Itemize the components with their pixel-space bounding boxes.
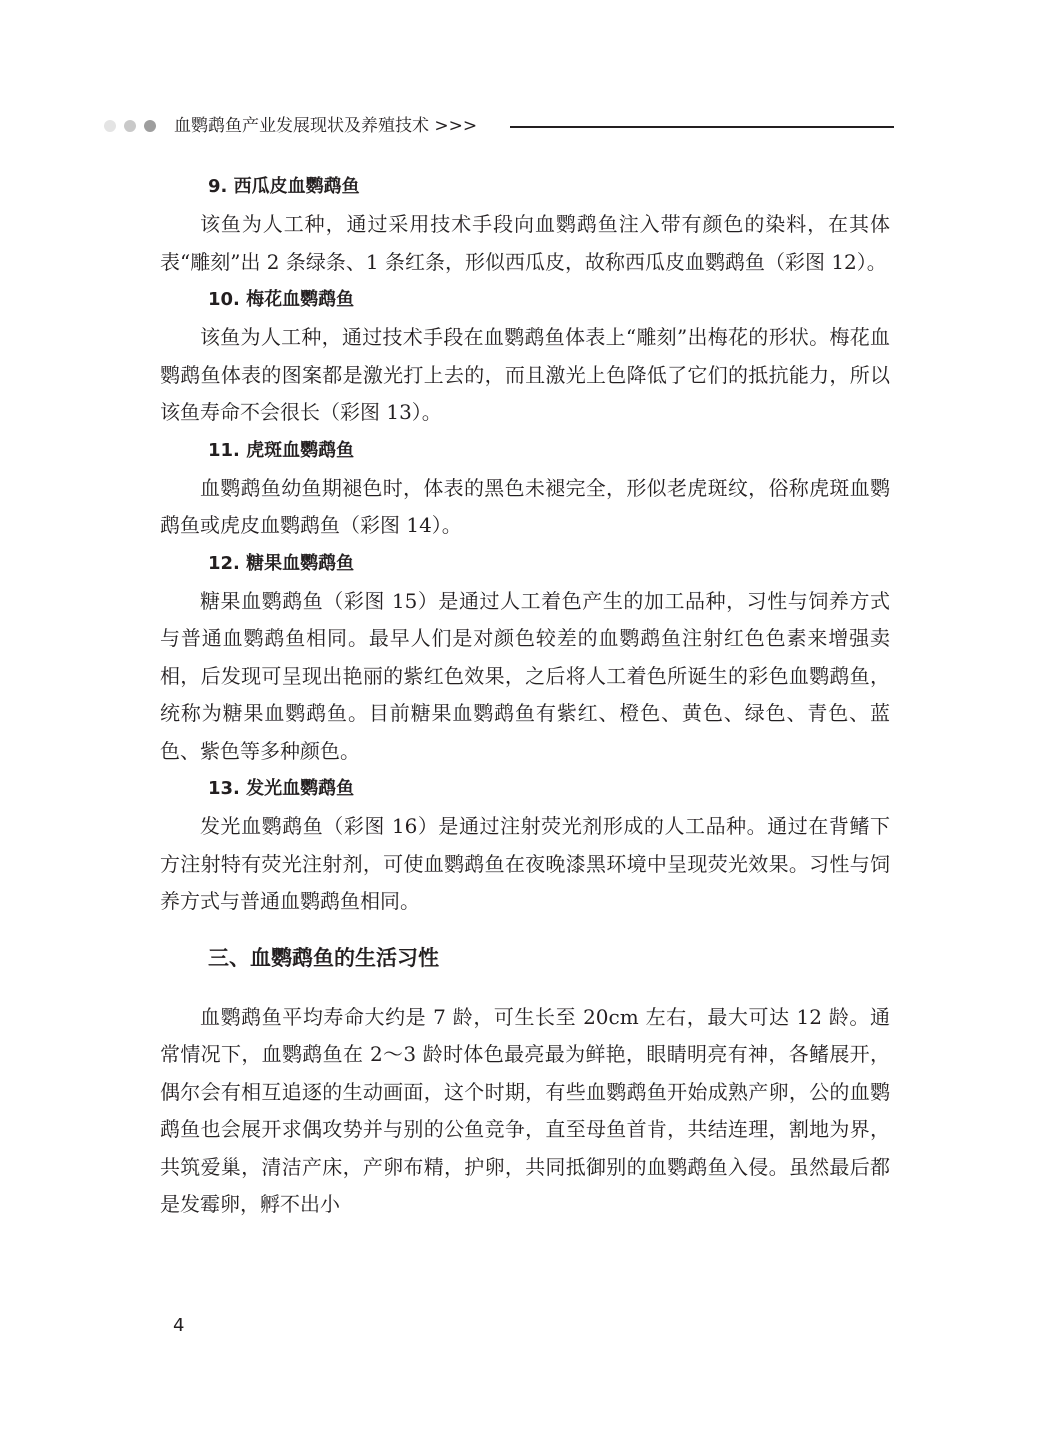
header-dot-medium-icon [124, 120, 136, 132]
subsection-body-11: 血鹦鹉鱼幼鱼期褪色时，体表的黑色未褪完全，形似老虎斑纹，俗称虎斑血鹦鹉鱼或虎皮血鹦鹉鱼（彩图 14）。 [160, 475, 890, 537]
header-title: 血鹦鹉鱼产业发展现状及养殖技术 >>> [174, 116, 478, 136]
subsection-body-13: 发光血鹦鹉鱼（彩图 16）是通过注射荧光剂形成的人工品种。通过在背鳍下方注射特有荧光注射剂，可使血鹦鹉鱼在夜晚漆黑环境中呈现荧光效果。习性与饲养方式与普通血鹦鹉鱼相同。 [160, 814, 890, 913]
subsection-body-10: 该鱼为人工种，通过技术手段在血鹦鹉鱼体表上“雕刻”出梅花的形状。梅花血鹦鹉鱼体表的图案都是激光打上去的，而且激光上色降低了它们的抵抗能力，所以该鱼寿命不会很长（彩图 13）。 [160, 325, 890, 424]
subsection-heading-13: 13. 发光血鹦鹉鱼 [208, 778, 355, 799]
subsection-heading-10: 10. 梅花血鹦鹉鱼 [208, 289, 355, 310]
subsection-heading-12: 12. 糖果血鹦鹉鱼 [208, 552, 355, 574]
subsection-body-12: 糖果血鹦鹉鱼（彩图 15）是通过人工着色产生的加工品种，习性与饲养方式与普通血鹦鹉鱼相同。最早人们是对颜色较差的血鹦鹉鱼注射红色色素来增强卖相，后发现可呈现出艳丽的紫红色效果，之后将人工着色所诞生的彩色血鹦鹉鱼，统称为糖果血鹦鹉鱼。目前糖果血鹦鹉鱼有紫红、橙色、黄色、绿色、青色、蓝色、紫色等多种颜色。 [160, 588, 890, 763]
chapter-body: 血鹦鹉鱼平均寿命大约是 7 龄，可生长至 20cm 左右，最大可达 12 龄。通常情况下，血鹦鹉鱼在 2～3 龄时体色最亮最为鲜艳，眼睛明亮有神，各鳍展开，偶尔会有相互追逐的生动画面，这个时期，有些血鹦鹉鱼开始成熟产卵，公的血鹦鹉鱼也会展开求偶攻势并与别的公鱼竞争，直至母鱼首肯，共结连理，割地为界，共筑爱巢，清洁产床，产卵布精，护卵，共同抵御别的血鹦鹉鱼入侵。虽然最后都是发霉卵，孵不出小 [160, 1004, 890, 1216]
chapter-heading: 三、血鹦鹉鱼的生活习性 [208, 945, 439, 970]
page-content [160, 168, 890, 1224]
running-header [104, 116, 894, 138]
subsection-body-9: 该鱼为人工种，通过采用技术手段向血鹦鹉鱼注入带有颜色的染料，在其体表“雕刻”出 2 条绿条、1 条红条，形似西瓜皮，故称西瓜皮血鹦鹉鱼（彩图 12）。 [160, 212, 890, 274]
page-number: 4 [173, 1315, 185, 1336]
subsection-heading-11: 11. 虎斑血鹦鹉鱼 [208, 439, 355, 461]
header-dot-dark-icon [144, 120, 156, 132]
subsection-heading-9: 9. 西瓜皮血鹦鹉鱼 [208, 176, 360, 197]
header-dot-light-icon [104, 120, 116, 132]
header-rule [510, 126, 894, 128]
